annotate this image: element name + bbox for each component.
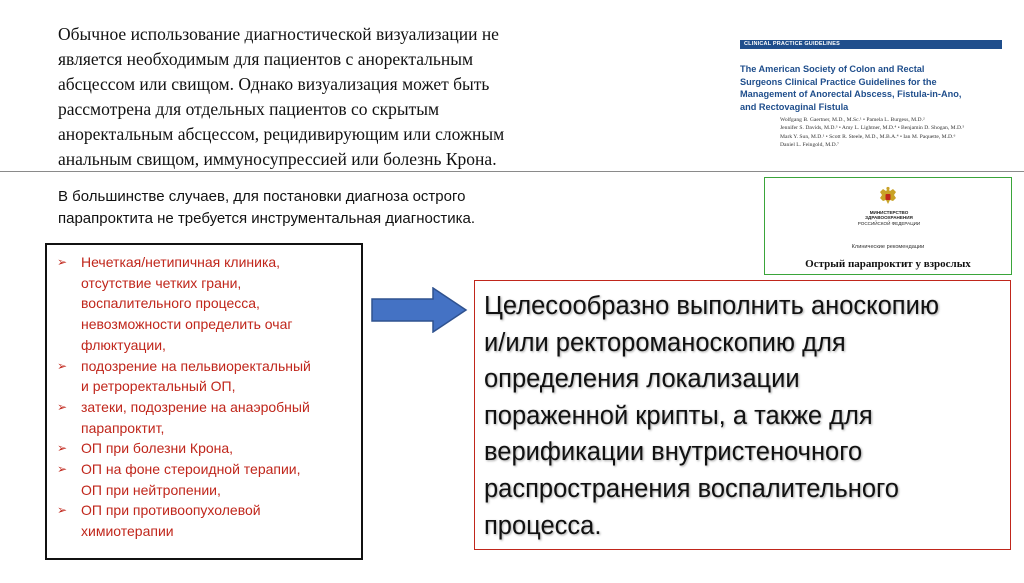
arrow-bullet-icon: ➢ (57, 255, 68, 269)
top-paragraph-line: рассмотрена для отдельных пациентов со скрытым (58, 99, 440, 119)
section-divider (0, 171, 1024, 172)
ascrs-guideline-thumbnail (740, 40, 1002, 158)
statement-line: В большинстве случаев, для постановки диагноза острого (58, 188, 466, 205)
arrow-bullet-icon: ➢ (57, 358, 68, 373)
recommendation-line: Целесообразно выполнить аноскопию (484, 292, 939, 320)
top-paragraph-line: абсцессом или свищом. Однако визуализация может быть (58, 74, 490, 94)
arrow-bullet-icon: ➢ (57, 399, 68, 414)
indications-box (45, 243, 363, 560)
indication-line: подозрение на пельвиоректальный (81, 357, 311, 374)
indication-item (57, 397, 353, 438)
top-paragraph-line: является необходимым для пациентов с аноректальным (58, 49, 474, 69)
diagnosis-statement (58, 186, 578, 230)
statement-line: парапроктита не требуется инструментальная диагностика. (58, 210, 475, 227)
top-paragraph-line: Обычное использование диагностической визуализации не (58, 24, 499, 44)
ru-ministry-sub: РОССИЙСКОЙ ФЕДЕРАЦИИ (857, 220, 921, 226)
ascrs-guideline-authors (780, 116, 1002, 149)
recommendation-line: определения локализации (484, 365, 800, 394)
arrow-bullet-icon: ➢ (57, 503, 68, 518)
indication-item (57, 438, 353, 459)
indication-line: отсутствие четких грани, (81, 274, 242, 291)
top-paragraph-line: аноректальным абсцессом, рецидивирующим или сложным (58, 124, 505, 144)
ascrs-title-line: The American Society of Colon and Rectal (740, 64, 925, 74)
indication-line: ОП на фоне стероидной терапии, (81, 461, 301, 478)
indication-line: и ретроректальный ОП, (81, 378, 236, 395)
ascrs-author-line: Jennifer S. Davids, M.D.³ • Amy L. Lightner, M.D.⁴ • Benjamin D. Shogan, M.D.⁵ (780, 125, 965, 132)
ru-ministry-line: МИНИСТЕРСТВО (869, 210, 909, 215)
recommendation-line: верификации внутристеночного (484, 438, 863, 467)
indication-line: ОП при нейтропении, (81, 481, 221, 498)
ru-guideline-title: Острый парапроктит у взрослых (805, 258, 971, 270)
ascrs-title-line: Surgeons Clinical Practice Guidelines for the (740, 76, 937, 87)
indication-line: ОП при противоопухолевой (81, 502, 261, 519)
ascrs-guideline-title (740, 63, 1002, 113)
recommendation-line: процесса. (484, 511, 602, 540)
ru-guideline-kind: Клинические рекомендации (851, 244, 925, 250)
ascrs-author-line: Mark Y. Sun, M.D.¹ • Scott R. Steele, M.D., M.B.A.⁴ • Ian M. Paquette, M.D.⁶ (780, 133, 956, 140)
indication-item (57, 252, 353, 356)
indication-line: ОП при болезни Крона, (81, 440, 234, 457)
ascrs-author-line: Wolfgang B. Gaertner, M.D., M.Sc.¹ • Pamela L. Burgess, M.D.² (780, 117, 925, 123)
arrow-bullet-icon: ➢ (57, 441, 68, 456)
indication-line: затеки, подозрение на анаэробный (81, 398, 310, 415)
ru-ministry-line: ЗДРАВООХРАНЕНИЯ (865, 215, 913, 221)
recommendation-box (474, 280, 1011, 550)
right-arrow-icon (371, 287, 468, 333)
recommendation-line: и/или ректороманоскопию для (484, 328, 846, 357)
indication-line: Нечеткая/нетипичная клиника, (81, 254, 281, 270)
indication-item (57, 356, 353, 397)
top-paragraph (58, 22, 588, 172)
indication-line: невозможности определить очаг (81, 316, 293, 333)
arrow-bullet-icon: ➢ (57, 462, 68, 477)
double-headed-eagle-emblem-icon (877, 186, 899, 208)
indication-item (57, 459, 353, 500)
indication-item (57, 500, 353, 541)
ru-guideline-thumbnail (764, 177, 1012, 275)
ascrs-title-line: and Rectovaginal Fistula (740, 101, 849, 112)
recommendation-line: пораженной крипты, а также для (484, 401, 873, 430)
ascrs-guideline-band: CLINICAL PRACTICE GUIDELINES (740, 40, 1002, 49)
indication-line: флюктуации, (81, 336, 166, 353)
ru-ministry-name (825, 210, 953, 226)
indication-line: химиотерапии (81, 523, 174, 540)
indication-line: парапроктит, (81, 419, 165, 436)
ascrs-author-line: Daniel L. Feingold, M.D.⁷ (780, 141, 839, 148)
top-paragraph-line: анальным свищом, иммуносупрессией или болезнь Крона. (58, 149, 497, 169)
ascrs-title-line: Management of Anorectal Abscess, Fistula-in-Ano, (740, 89, 962, 99)
indication-line: воспалительного процесса, (81, 295, 260, 312)
recommendation-line: распространения воспалительного (484, 474, 899, 503)
